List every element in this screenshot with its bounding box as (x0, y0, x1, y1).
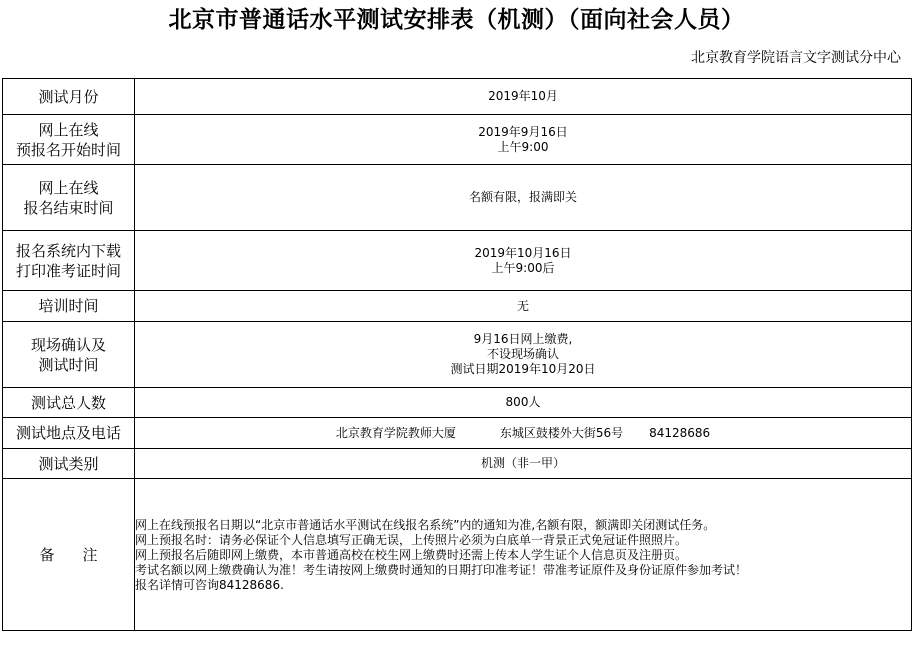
row-label (3, 322, 135, 388)
row-value (135, 115, 912, 165)
notes-label: 备注 (39, 545, 126, 564)
label-line: 预报名开始时间 (15, 140, 121, 159)
table-row-location (3, 418, 912, 449)
notes-line: 网上预报名后随即网上缴费，本市普通高校在校生网上缴费时还需上传本人学生证个人信息页及注册页。 (135, 548, 688, 562)
row-label: 测试地点及电话 (3, 418, 135, 449)
table-row-training (3, 291, 912, 322)
row-label: 测试月份 (3, 79, 135, 115)
value-line: 上午9:00后 (491, 260, 555, 275)
page-title: 北京市普通话水平测试安排表（机测）（面向社会人员） (168, 6, 745, 33)
notes-line: 网上在线预报名日期以“北京市普通话水平测试在线报名系统”内的通知为准,名额有限，额满即关闭测试任务。 (135, 518, 716, 532)
schedule-table (2, 78, 912, 631)
table-row-pre-registration-start (3, 115, 912, 165)
row-label (3, 165, 135, 231)
table-row-confirmation (3, 322, 912, 388)
label-line: 网上在线 (38, 120, 99, 139)
label-line: 网上在线 (38, 178, 99, 197)
row-label (3, 115, 135, 165)
table-row-month (3, 79, 912, 115)
location-address: 东城区鼓楼外大街56号 (499, 425, 624, 440)
value-line: 测试日期2019年10月20日 (450, 362, 596, 376)
label-line: 现场确认及 (30, 335, 106, 354)
row-value: 机测（非一甲） (135, 449, 912, 479)
row-value: 2019年10月 (135, 79, 912, 115)
notes-content (135, 479, 912, 631)
table-row-registration-end (3, 165, 912, 231)
table-row-notes (3, 479, 912, 631)
value-line: 上午9:00 (497, 139, 549, 154)
row-label: 测试总人数 (3, 388, 135, 418)
label-line: 报名系统内下载 (15, 241, 121, 260)
row-label (3, 479, 135, 631)
row-value: 无 (135, 291, 912, 322)
table-row-category (3, 449, 912, 479)
value-line: 2019年10月16日 (474, 245, 572, 260)
table-row-admission-ticket (3, 231, 912, 291)
notes-line: 报名详情可咨询84128686. (135, 578, 284, 592)
row-value: 800人 (135, 388, 912, 418)
location-place: 北京教育学院教师大厦 (335, 425, 456, 440)
label-line: 打印准考证时间 (15, 261, 121, 280)
value-line: 2019年9月16日 (478, 124, 568, 139)
row-value (135, 231, 912, 291)
organization-name: 北京教育学院语言文字测试分中心 (691, 50, 901, 66)
value-line: 9月16日网上缴费, (473, 332, 573, 346)
row-value (135, 418, 912, 449)
value-line: 不设现场确认 (486, 347, 559, 361)
row-value (135, 322, 912, 388)
row-label: 测试类别 (3, 449, 135, 479)
label-line: 测试时间 (38, 355, 99, 374)
row-label: 培训时间 (3, 291, 135, 322)
label-line: 报名结束时间 (23, 198, 114, 217)
row-label (3, 231, 135, 291)
notes-line: 考试名额以网上缴费确认为准！考生请按网上缴费时通知的日期打印准考证！带准考证原件及身份证原件参加考试！ (135, 563, 748, 577)
table-row-total (3, 388, 912, 418)
row-value: 名额有限，报满即关 (135, 165, 912, 231)
location-phone: 84128686 (649, 425, 711, 440)
notes-line: 网上预报名时：请务必保证个人信息填写正确无误，上传照片必须为白底单一背景正式免冠证件照照片。 (135, 533, 688, 547)
